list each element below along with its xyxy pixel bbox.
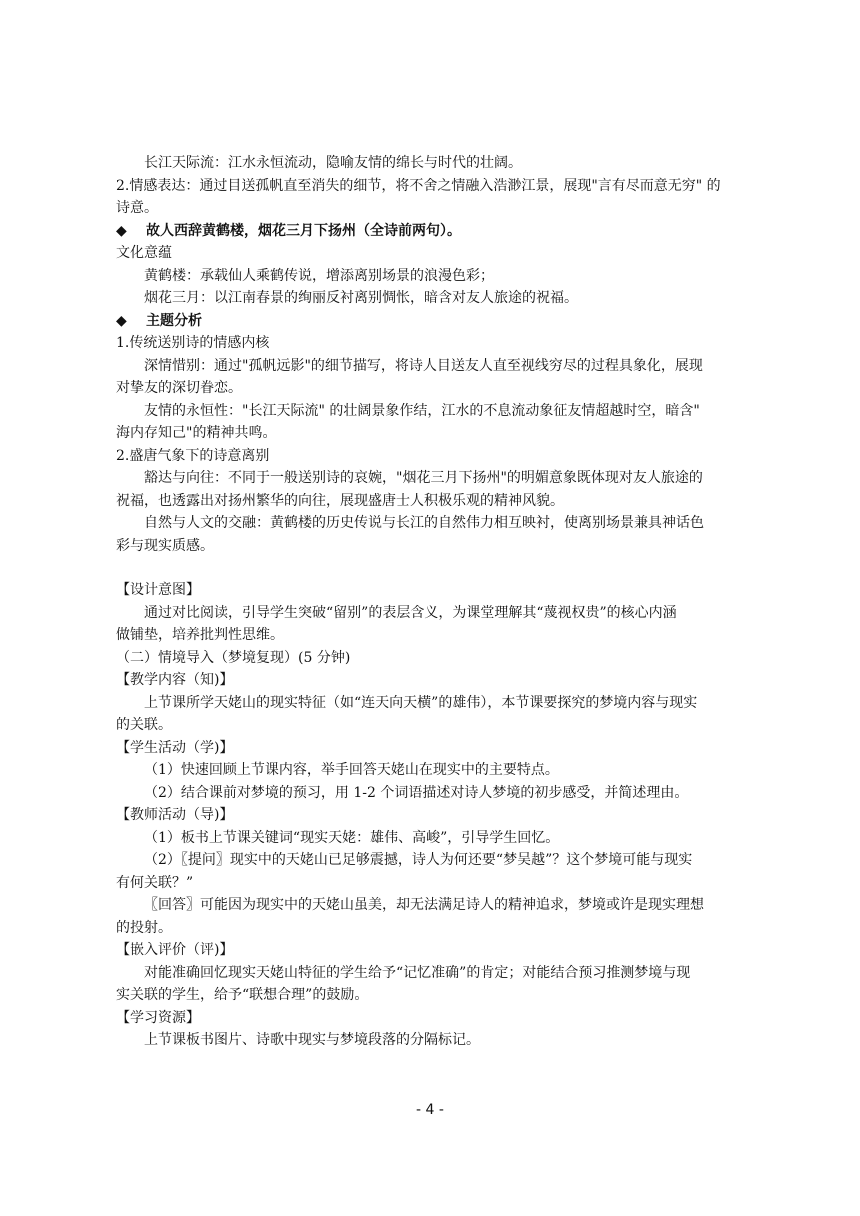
text-line: 祝福，也透露出对扬州繁华的向往，展现盛唐士人积极乐观的精神风貌。 (116, 492, 564, 509)
section-heading: 【设计意图】 (116, 582, 200, 598)
diamond-bullet-icon: ◆ (116, 222, 127, 239)
text-line: 有何关联？” (116, 874, 194, 891)
bullet-heading-text: 主题分析 (146, 312, 202, 329)
text-line: 的投射。 (116, 919, 172, 936)
text-line: 文化意蕴 (116, 245, 172, 261)
text-line: 通过对比阅读，引导学生突破“留别”的表层含义，为课堂理解其“蔑视权贵”的核心内涵 (144, 604, 677, 621)
diamond-bullet-icon: ◆ (116, 312, 127, 329)
text-line: 友情的永恒性："长江天际流" 的壮阔景象作结，江水的不息流动象征友情超越时空，暗含" (144, 402, 700, 419)
bullet-heading-text: 故人西辞黄鹤楼，烟花三月下扬州（全诗前两句）。 (146, 222, 461, 239)
text-line: 彩与现实质感。 (116, 537, 214, 554)
text-line: 自然与人文的交融：黄鹤楼的历史传说与长江的自然伟力相互映衬，使离别场景兼具神话色 (144, 515, 704, 531)
section-heading: （二）情境导入（梦境复现）(5 分钟) (116, 649, 351, 666)
bullet-heading (116, 310, 756, 333)
section-heading: 【教学内容（知)】 (116, 672, 234, 688)
text-line: 〖回答〗可能因为现实中的天姥山虽美，却无法满足诗人的精神追求，梦境或许是现实理想 (144, 897, 704, 913)
text-line: （1）板书上节课关键词“现实天姥：雄伟、高峻”，引导学生回忆。 (144, 829, 560, 846)
text-line: 2.情感表达：通过目送孤帆直至消失的细节，将不舍之情融入浩渺江景，展现"言有尽而意无穷" 的 (116, 177, 721, 194)
section-heading: 【嵌入评价（评)】 (116, 942, 234, 958)
text-line: 诗意。 (116, 200, 158, 216)
text-line: 上节课所学天姥山的现实特征（如“连天向天横”的雄伟），本节课要探究的梦境内容与现实 (144, 694, 698, 711)
text-line: 做铺垫，培养批判性思维。 (116, 627, 284, 643)
section-heading: 【学习资源】 (116, 1009, 200, 1026)
text-line: 豁达与向往：不同于一般送别诗的哀婉，"烟花三月下扬州"的明媚意象既体现对友人旅途的 (144, 470, 703, 486)
text-line: （2）〖提问〗现实中的天姥山已足够震撼，诗人为何还要“梦吴越”？这个梦境可能与现实 (144, 852, 693, 868)
text-line: 对能准确回忆现实天姥山特征的学生给予“记忆准确”的肯定；对能结合预习推测梦境与现 (144, 964, 691, 981)
text-line: 上节课板书图片、诗歌中现实与梦境段落的分隔标记。 (144, 1032, 480, 1048)
text-line: 烟花三月：以江南春景的绚丽反衬离别惆怅，暗含对友人旅途的祝福。 (144, 290, 578, 306)
page-number: - 4 - (416, 1102, 444, 1118)
text-line: 长江天际流：江水永恒流动，隐喻友情的绵长与时代的壮阔。 (144, 155, 522, 171)
text-line: （2）结合课前对梦境的预习，用 1-2 个词语描述对诗人梦境的初步感受，并简述理由。 (144, 784, 689, 801)
bullet-heading (116, 220, 756, 243)
text-line: 深情惜别：通过"孤帆远影"的细节描写，将诗人目送友人直至视线穷尽的过程具象化，展现 (144, 357, 703, 374)
text-line: 对挚友的深切眷恋。 (116, 380, 242, 396)
section-heading: 【学生活动（学)】 (116, 739, 234, 756)
page-content (116, 152, 756, 1052)
text-line: 海内存知己"的精神共鸣。 (116, 425, 277, 441)
text-line: 1.传统送别诗的情感内核 (116, 335, 270, 351)
section-heading: 【教师活动（导)】 (116, 807, 234, 823)
blank-line (116, 557, 756, 579)
text-line: 2.盛唐气象下的诗意离别 (116, 447, 270, 464)
text-line: 实关联的学生，给予“联想合理”的鼓励。 (116, 987, 369, 1003)
text-line: 的关联。 (116, 717, 172, 733)
text-line: 黄鹤楼：承载仙人乘鹤传说，增添离别场景的浪漫色彩； (144, 267, 494, 284)
text-line: （1）快速回顾上节课内容，举手回答天姥山在现实中的主要特点。 (144, 762, 559, 778)
